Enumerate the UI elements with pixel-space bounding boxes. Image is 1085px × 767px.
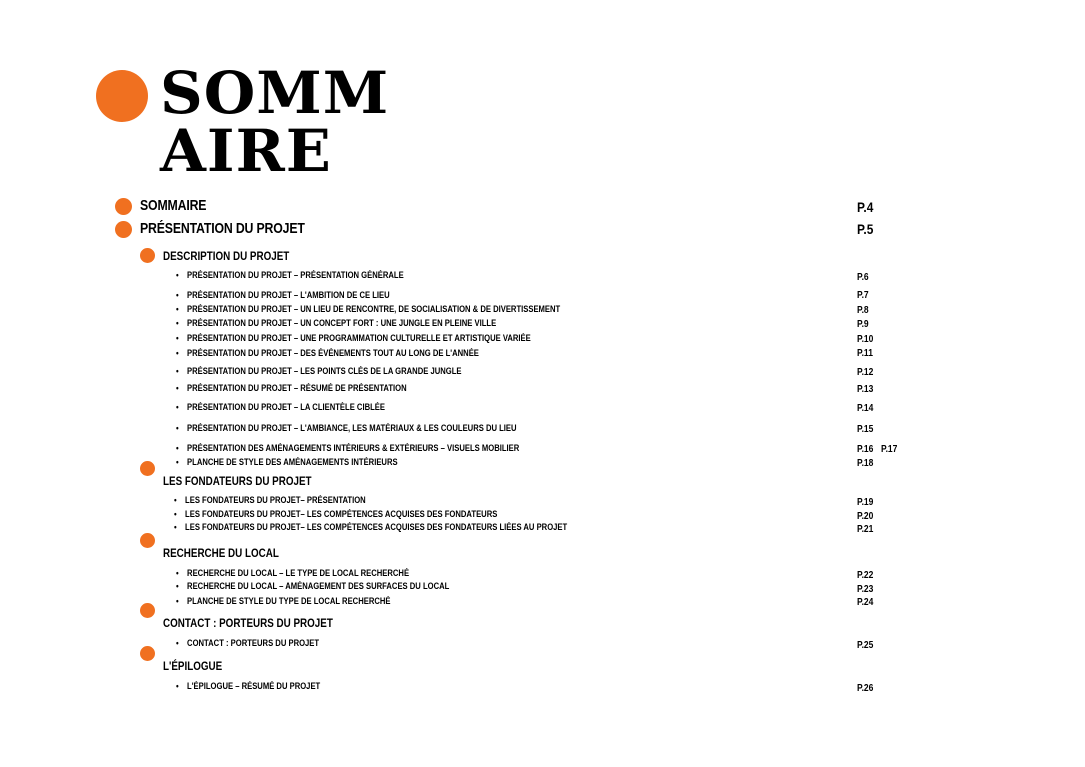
bullet-icon: • — [176, 581, 179, 591]
toc-page-number: P.26 — [857, 683, 874, 694]
toc-page-number: P.25 — [857, 640, 874, 651]
toc-page-number: P.18 — [857, 458, 874, 469]
toc-item[interactable]: • PRÉSENTATION DU PROJET – L'AMBIANCE, LES MATÉRIAUX & LES COULEURS DU LIEU — [176, 423, 517, 433]
toc-page-number: P.5 — [857, 221, 874, 237]
bullet-dot-icon — [115, 221, 132, 238]
title-dot-icon — [96, 70, 148, 122]
toc-section-contact[interactable]: CONTACT : PORTEURS DU PROJET — [163, 616, 333, 630]
toc-item[interactable]: • PRÉSENTATION DU PROJET – DES ÉVÉNEMENTS TOUT AU LONG DE L'ANNÉE — [176, 348, 479, 358]
toc-page-number: P.23 — [857, 584, 874, 595]
bullet-icon: • — [176, 681, 179, 691]
bullet-icon: • — [174, 522, 177, 532]
toc-page-number: P.20 — [857, 511, 874, 522]
toc-page-number: P.22 — [857, 570, 874, 581]
toc-page-number: P.16 — [857, 444, 874, 455]
toc-page-number: P.7 — [857, 290, 869, 301]
toc-item[interactable]: • PRÉSENTATION DU PROJET – UN CONCEPT FORT : UNE JUNGLE EN PLEINE VILLE — [176, 318, 497, 328]
toc-item[interactable]: • RECHERCHE DU LOCAL – AMÉNAGEMENT DES SURFACES DU LOCAL — [176, 581, 450, 591]
bullet-icon: • — [174, 509, 177, 519]
toc-item[interactable]: • PRÉSENTATION DU PROJET – LA CLIENTÈLE CIBLÉE — [176, 402, 385, 412]
toc-page-number: P.8 — [857, 305, 869, 316]
bullet-icon: • — [176, 638, 179, 648]
toc-item[interactable]: • PRÉSENTATION DU PROJET – UN LIEU DE RENCONTRE, DE SOCIALISATION & DE DIVERTISSEMENT — [176, 304, 561, 314]
bullet-icon: • — [176, 270, 179, 280]
bullet-dot-icon — [140, 248, 155, 263]
toc-item[interactable]: • PRÉSENTATION DU PROJET – LES POINTS CLÉS DE LA GRANDE JUNGLE — [176, 366, 462, 376]
toc-page-number: P.10 — [857, 334, 874, 345]
toc-page-number: P.15 — [857, 424, 874, 435]
toc-item[interactable]: • PRÉSENTATION DU PROJET – UNE PROGRAMMATION CULTURELLE ET ARTISTIQUE VARIÉE — [176, 333, 531, 343]
bullet-icon: • — [176, 402, 179, 412]
toc-section-local[interactable]: RECHERCHE DU LOCAL — [163, 546, 279, 560]
toc-item[interactable]: • PRÉSENTATION DES AMÉNAGEMENTS INTÉRIEURS & EXTÉRIEURS – VISUELS MOBILIER — [176, 443, 520, 453]
toc-section-epilogue[interactable]: L'ÉPILOGUE — [163, 659, 223, 673]
toc-item[interactable]: • PRÉSENTATION DU PROJET – PRÉSENTATION GÉNÉRALE — [176, 270, 404, 280]
bullet-icon: • — [176, 383, 179, 393]
toc-item[interactable]: • PLANCHE DE STYLE DES AMÉNAGEMENTS INTÉRIEURS — [176, 457, 398, 467]
bullet-icon: • — [176, 290, 179, 300]
bullet-icon: • — [176, 348, 179, 358]
toc-page-number: P.4 — [857, 199, 874, 215]
bullet-icon: • — [176, 596, 179, 606]
bullet-icon: • — [176, 333, 179, 343]
toc-page-number: P.17 — [881, 444, 898, 455]
toc-item[interactable]: • L'ÉPILOGUE – RÉSUMÉ DU PROJET — [176, 681, 321, 691]
bullet-icon: • — [176, 366, 179, 376]
toc-page-number: P.24 — [857, 597, 874, 608]
page-title-line2: AIRE — [160, 117, 332, 185]
toc-page-number: P.11 — [857, 348, 873, 359]
bullet-dot-icon — [140, 603, 155, 618]
page-title-line1: SOMM — [160, 59, 390, 127]
toc-page-number: P.14 — [857, 403, 874, 414]
toc-item[interactable]: • PLANCHE DE STYLE DU TYPE DE LOCAL RECHERCHÉ — [176, 596, 391, 606]
toc-page-number: P.6 — [857, 272, 869, 283]
toc-page-number: P.21 — [857, 524, 874, 535]
toc-item[interactable]: • RECHERCHE DU LOCAL – LE TYPE DE LOCAL RECHERCHÉ — [176, 568, 410, 578]
bullet-dot-icon — [115, 198, 132, 215]
toc-entry-sommaire[interactable]: SOMMAIRE — [140, 197, 207, 214]
bullet-icon: • — [176, 457, 179, 467]
bullet-dot-icon — [140, 533, 155, 548]
toc-item[interactable]: • PRÉSENTATION DU PROJET – L'AMBITION DE CE LIEU — [176, 290, 390, 300]
bullet-icon: • — [176, 423, 179, 433]
toc-entry-presentation[interactable]: PRÉSENTATION DU PROJET — [140, 220, 305, 237]
toc-item[interactable]: • CONTACT : PORTEURS DU PROJET — [176, 638, 320, 648]
bullet-icon: • — [176, 304, 179, 314]
bullet-icon: • — [176, 318, 179, 328]
toc-page-number: P.12 — [857, 367, 874, 378]
bullet-dot-icon — [140, 461, 155, 476]
toc-item[interactable]: • LES FONDATEURS DU PROJET– LES COMPÉTENCES ACQUISES DES FONDATEURS — [174, 509, 498, 519]
bullet-icon: • — [176, 443, 179, 453]
bullet-dot-icon — [140, 646, 155, 661]
bullet-icon: • — [176, 568, 179, 578]
toc-item[interactable]: • LES FONDATEURS DU PROJET– LES COMPÉTENCES ACQUISES DES FONDATEURS LIÉES AU PROJET — [174, 522, 568, 532]
toc-section-description[interactable]: DESCRIPTION DU PROJET — [163, 249, 290, 263]
toc-item[interactable]: • PRÉSENTATION DU PROJET – RÉSUMÉ DE PRÉSENTATION — [176, 383, 407, 393]
toc-page-number: P.9 — [857, 319, 869, 330]
toc-item[interactable]: • LES FONDATEURS DU PROJET– PRÉSENTATION — [174, 495, 366, 505]
toc-page-number: P.13 — [857, 384, 874, 395]
toc-page-number: P.19 — [857, 497, 874, 508]
toc-section-fondateurs[interactable]: LES FONDATEURS DU PROJET — [163, 474, 312, 488]
bullet-icon: • — [174, 495, 177, 505]
